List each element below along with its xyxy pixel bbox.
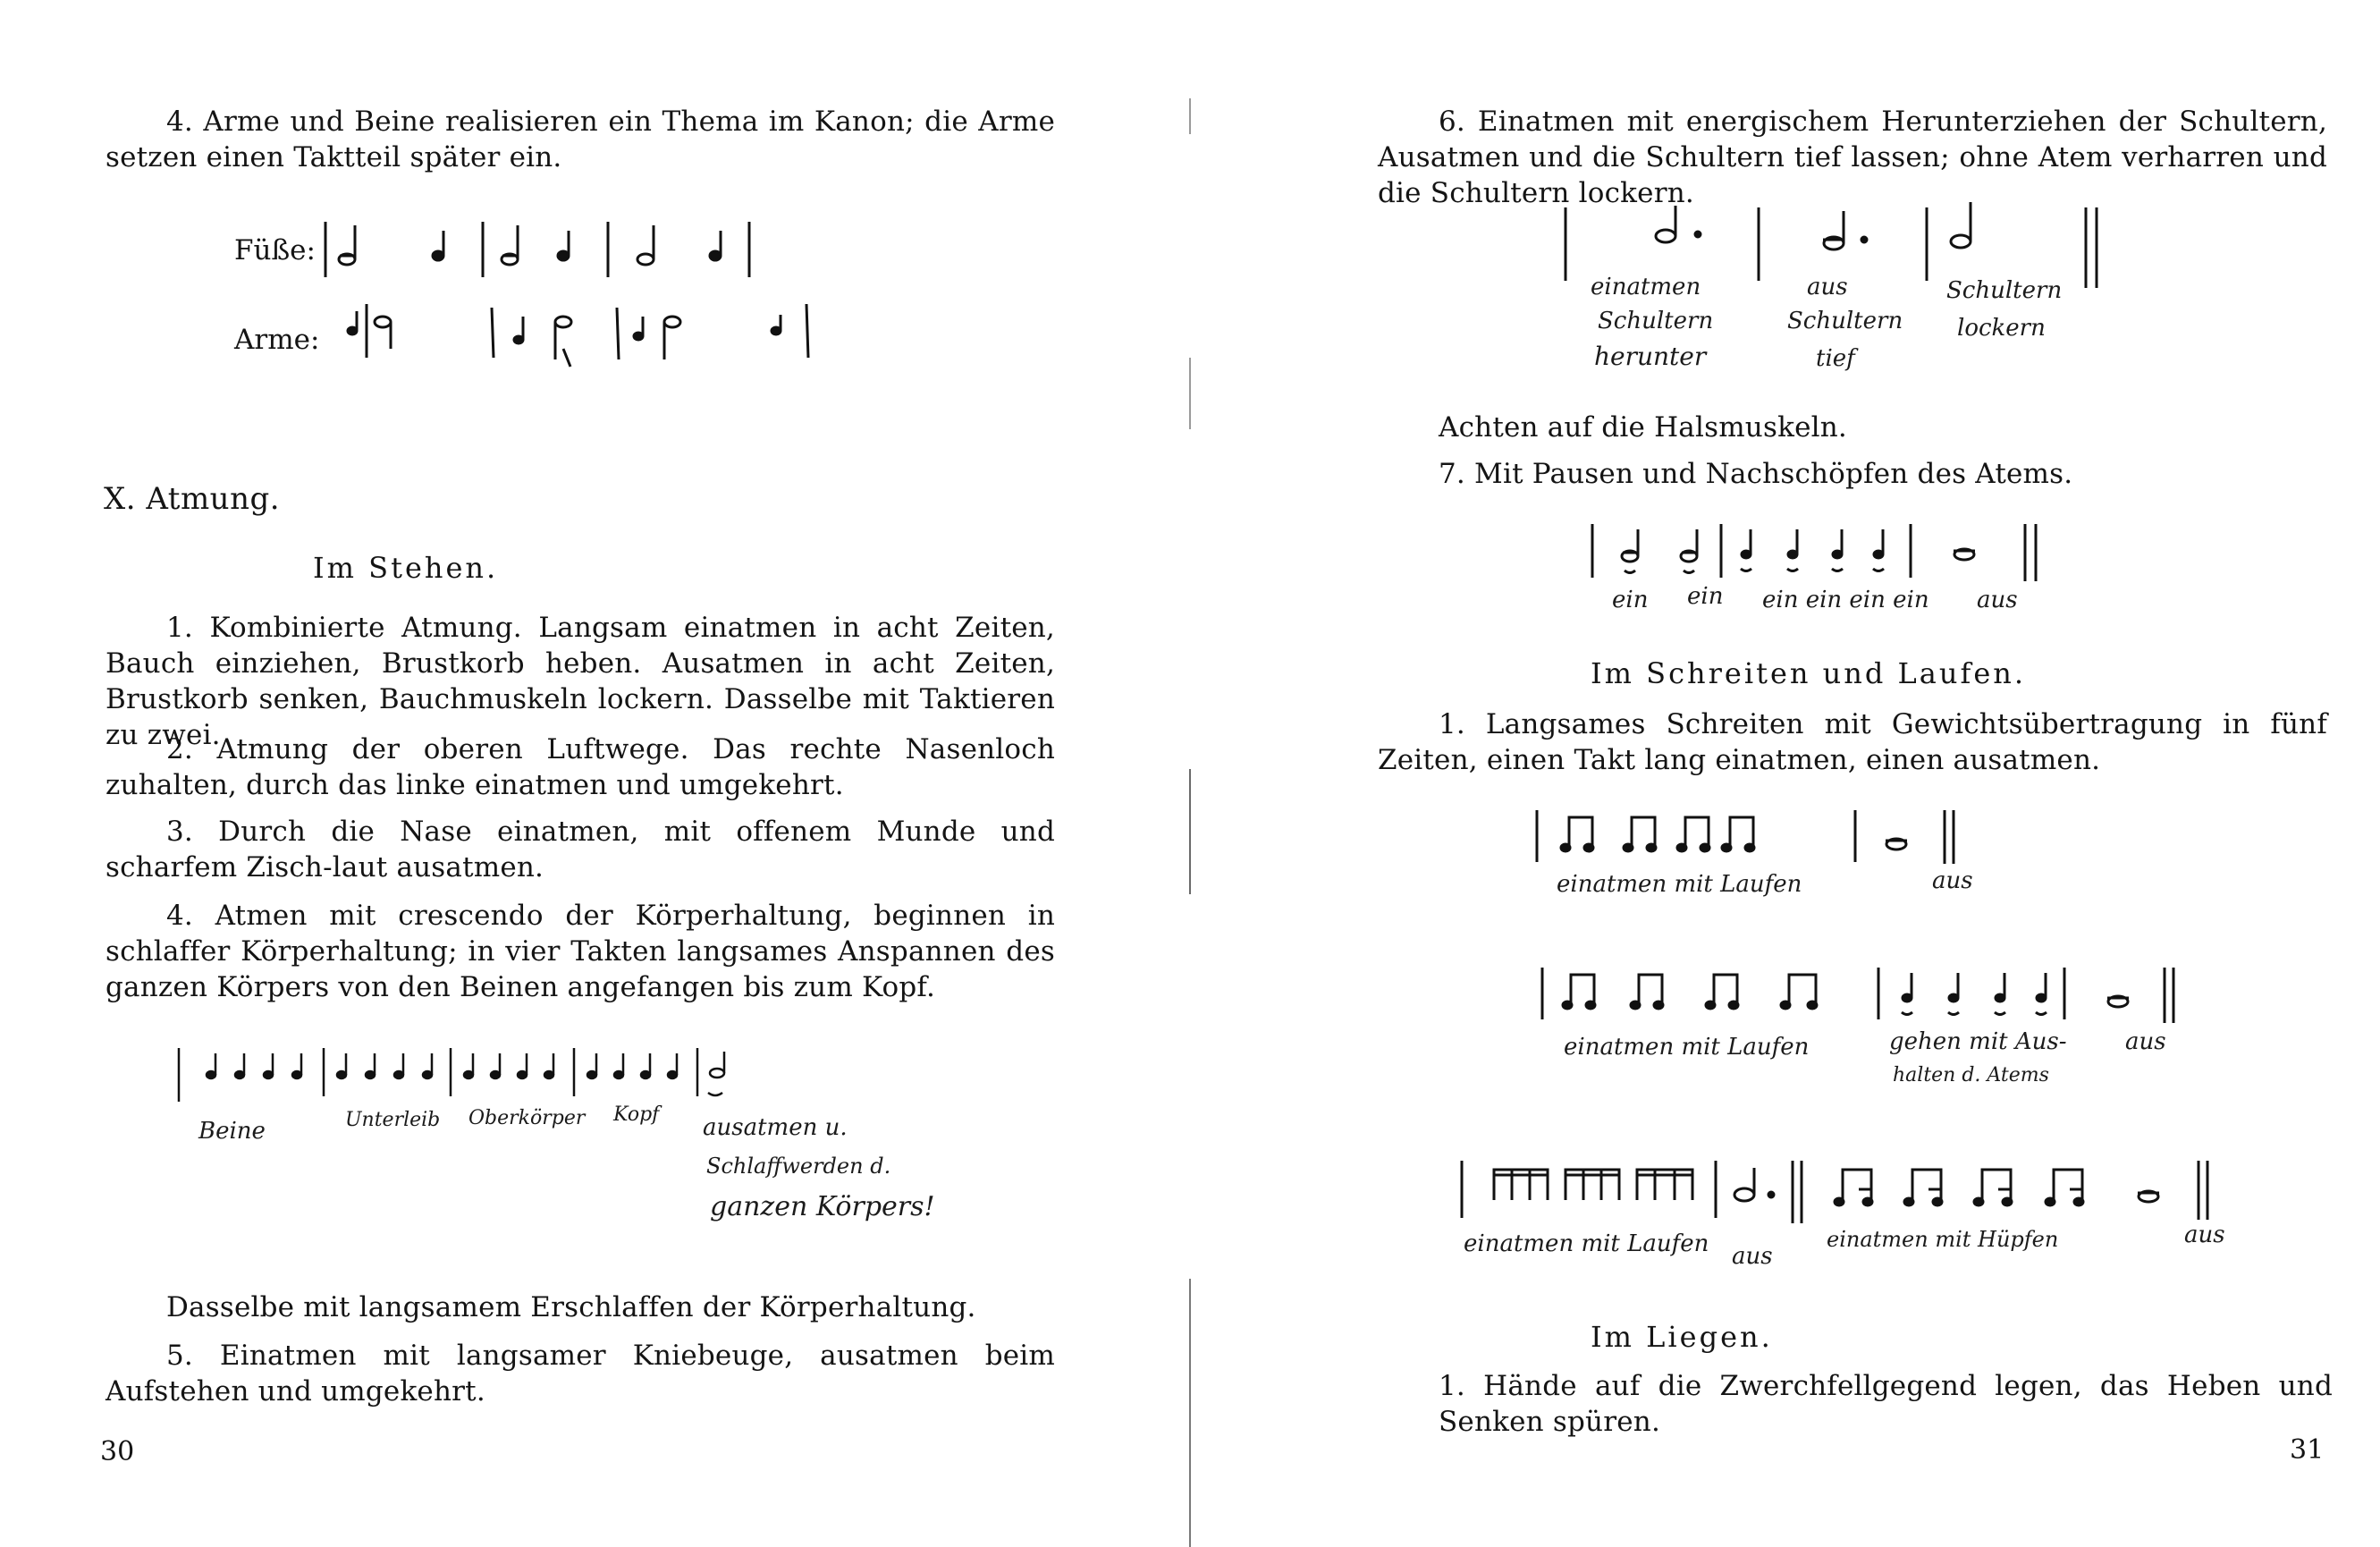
page-number-right: 31 [2290, 1434, 2325, 1466]
paragraph-kombinierte-atmung: 1. Kombinierte Atmung. Langsam einatmen in acht Zeiten, Bauch einziehen, Brustkorb heben. Ausatmen in acht Zeiten, Brustkorb senken, Bauchmuskeln lockern. Dasselbe mit Taktieren zu zwei. [105, 612, 1055, 751]
rhythm-notation-schreiten-3 [1458, 1155, 2263, 1227]
handwriting-ausatmen-1: ausatmen u. [703, 1114, 848, 1141]
handwriting-7-ein-1: ein [1612, 587, 1649, 613]
paragraph-dasselbe-erschlaffen: Dasselbe mit langsamem Erschlaffen der Körperhaltung. [166, 1291, 976, 1323]
handwriting-7-ein-3: ein ein ein ein [1762, 587, 1929, 613]
handwriting-s3-einatmen-2: einatmen mit Hüpfen [1827, 1227, 2059, 1252]
rhythm-notation-crescendo [175, 1043, 747, 1105]
handwriting-6-schultern-1: Schultern [1598, 308, 1714, 334]
rhythm-notation-schreiten-1 [1533, 805, 2016, 867]
handwriting-s2-gehen-2: halten d. Atems [1893, 1064, 2049, 1086]
handwriting-s2-einatmen: einatmen mit Laufen [1564, 1034, 1810, 1061]
label-fuesse: Füße: [234, 234, 316, 266]
handwriting-ausatmen-2: Schlaffwerden d. [706, 1154, 891, 1179]
rhythm-notation-pausen [1589, 519, 2072, 587]
rhythm-notation-schreiten-2 [1539, 962, 2200, 1025]
paragraph-kniebeuge: 5. Einatmen mit langsamer Kniebeuge, ausatmen beim Aufstehen und umgekehrt. [105, 1340, 1055, 1408]
handwriting-s2-aus: aus [2125, 1028, 2166, 1055]
handwriting-s1-einatmen: einatmen mit Laufen [1557, 871, 1802, 898]
handwriting-7-ein-2: ein [1687, 583, 1724, 610]
paragraph-arme-beine-kanon: 4. Arme und Beine realisieren ein Thema im Kanon; die Arme setzen einen Taktteil später ein. [105, 106, 1055, 173]
paragraph-nase-einatmen: 3. Durch die Nase einatmen, mit offenem Munde und scharfem Zisch-laut ausatmen. [105, 816, 1055, 883]
handwriting-7-aus: aus [1977, 587, 2018, 613]
handwriting-oberkoerper: Oberkörper [468, 1107, 586, 1129]
page-number-left: 30 [100, 1436, 135, 1467]
handwriting-6-aus: aus [1807, 274, 1848, 300]
handwriting-6-schultern-3: Schultern [1946, 277, 2063, 304]
rhythm-notation-arme [340, 295, 840, 376]
handwriting-6-schultern-2: Schultern [1787, 308, 1903, 334]
handwriting-6-herunter: herunter [1594, 342, 1707, 371]
handwriting-s1-aus: aus [1932, 867, 1973, 894]
paragraph-langsames-schreiten: 1. Langsames Schreiten mit Gewichtsübertragung in fünf Zeiten, einen Takt lang einatmen, einen ausatmen. [1378, 708, 2327, 776]
handwriting-s3-aus-1: aus [1732, 1243, 1773, 1270]
handwriting-6-einatmen: einatmen [1591, 274, 1701, 300]
subheading-im-stehen: Im Stehen. [313, 551, 499, 585]
handwriting-s3-aus-2: aus [2184, 1222, 2225, 1248]
section-title-atmung: X. Atmung. [104, 481, 281, 517]
left-page [0, 0, 1190, 1543]
paragraph-zwerchfell: 1. Hände auf die Zwerchfellgegend legen, das Heben und Senken spüren. [1439, 1370, 2333, 1438]
handwriting-unterleib: Unterleib [345, 1109, 441, 1131]
paragraph-crescendo: 4. Atmen mit crescendo der Körperhaltung, beginnen in schlaffer Körperhaltung; in vier Takten langsames Anspannen des ganzen Körpers von den Beinen angefangen bis zum Kopf. [105, 900, 1055, 1003]
label-arme: Arme: [234, 324, 320, 356]
paragraph-halsmuskeln: Achten auf die Halsmuskeln. [1439, 411, 1847, 444]
handwriting-6-lockern: lockern [1957, 315, 2046, 342]
right-page [1190, 0, 2380, 1543]
handwriting-ausatmen-3: ganzen Körpers! [710, 1191, 935, 1222]
paragraph-obere-luftwege: 2. Atmung der oberen Luftwege. Das rechte Nasenloch zuhalten, durch das linke einatmen und umgekehrt. [105, 733, 1055, 801]
handwriting-beine: Beine [198, 1118, 266, 1145]
handwriting-6-tief: tief [1816, 345, 1855, 372]
handwriting-s2-gehen-1: gehen mit Aus- [1889, 1028, 2067, 1055]
handwriting-s3-einatmen: einatmen mit Laufen [1464, 1230, 1709, 1257]
handwriting-kopf: Kopf [613, 1103, 660, 1126]
rhythm-notation-fuesse [322, 215, 787, 286]
subheading-im-liegen: Im Liegen. [1591, 1320, 1773, 1354]
paragraph-pausen: 7. Mit Pausen und Nachschöpfen des Atems. [1439, 458, 2073, 490]
subheading-schreiten-laufen: Im Schreiten und Laufen. [1591, 656, 2027, 690]
paragraph-schultern: 6. Einatmen mit energischem Herunterziehen der Schultern, Ausatmen und die Schultern tief lassen; ohne Atem verharren und die Schultern lockern. [1378, 106, 2327, 209]
